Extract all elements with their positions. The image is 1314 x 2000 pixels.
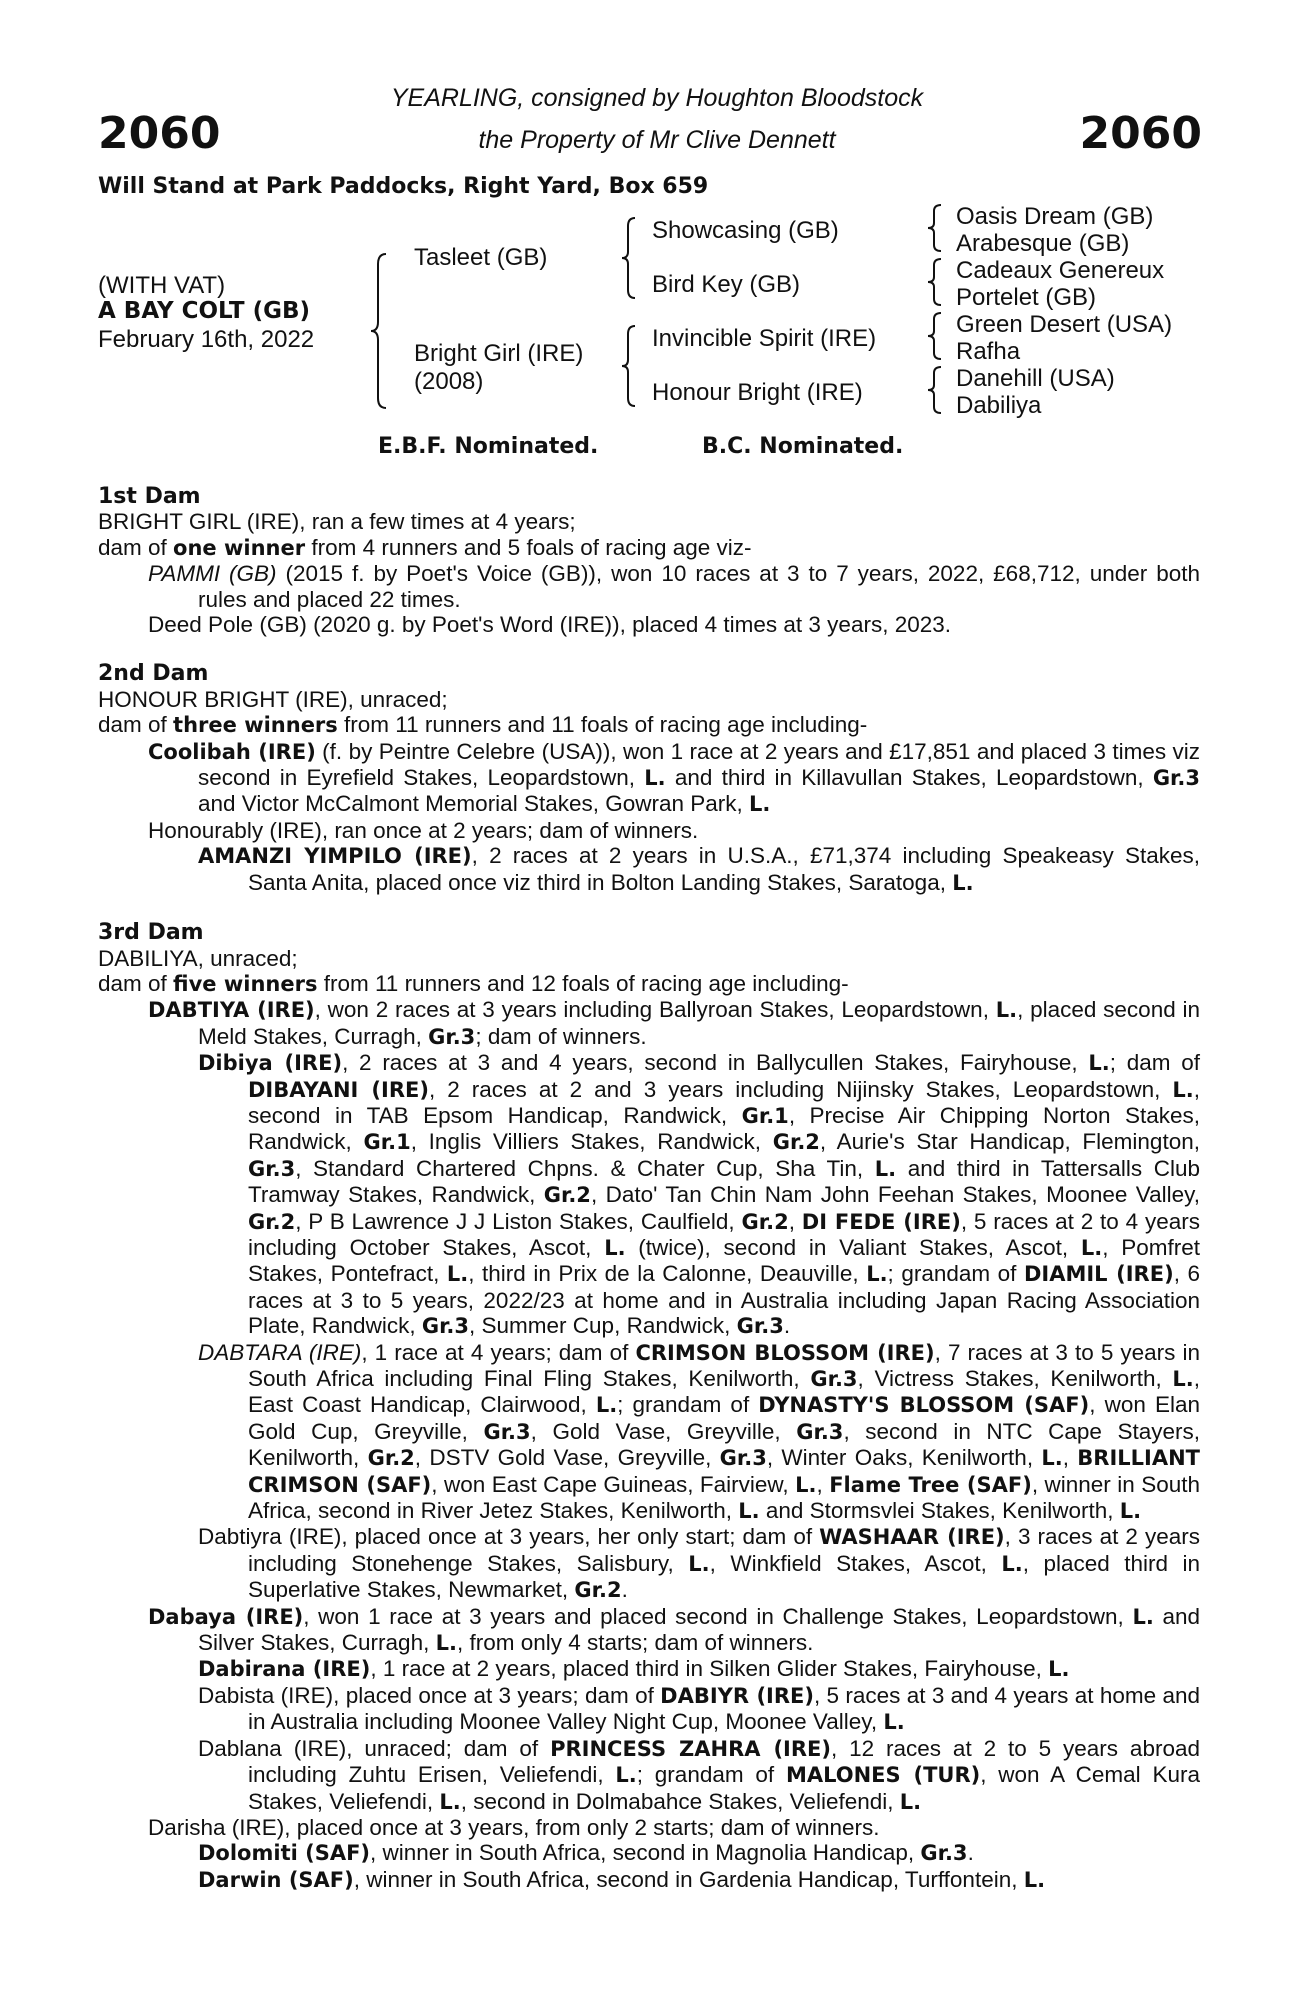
bold-text: DYNASTY'S BLOSSOM (SAF)	[758, 1393, 1090, 1418]
bold-text: L.	[435, 1631, 457, 1656]
bold-text: Dolomiti (SAF)	[198, 1841, 371, 1866]
entry-text: and third in Killavullan Stakes, Leopardstown,	[665, 765, 1153, 791]
entry-text: (2015 f. by Poet's Voice (GB)), won 10 races at 3 to 7 years, 2022, £68,712, under both rules and placed 22 times.	[198, 561, 1200, 612]
entry-text: , 2 races at 2 and 3 years including Nijinsky Stakes, Leopardstown,	[428, 1076, 1173, 1102]
ancestor-5: Green Desert (USA)	[956, 311, 1173, 338]
entry-text: dam of	[98, 712, 174, 738]
entry-text: and third in Tattersalls Club Tramway Stakes, Randwick,	[248, 1155, 1201, 1208]
entry-text: , 5 races at 2 to 4 years including October Stakes, Ascot,	[248, 1208, 1201, 1260]
entry-text: ; grandam of	[617, 1392, 759, 1418]
bold-text: Gr.3	[248, 1156, 296, 1181]
bold-text: Gr.2	[574, 1578, 622, 1603]
dam-sire: Invincible Spirit (IRE)	[652, 325, 877, 352]
bold-text: AMANZI YIMPILO (IRE)	[198, 844, 472, 869]
ancestor-6: Rafha	[956, 338, 1021, 365]
entry-text: , Inglis Villiers Stakes, Randwick,	[410, 1129, 773, 1155]
bold-text: Coolibah (IRE)	[148, 739, 316, 764]
entry-text: , Precise Air Chipping Norton Stakes, Randwick,	[248, 1102, 1200, 1155]
bold-text: Gr.1	[741, 1103, 789, 1128]
dam-section	[98, 661, 1200, 896]
entry-text: and Victor McCalmont Memorial Stakes, Gowran Park,	[198, 791, 750, 817]
bold-text: Dibiya (IRE)	[198, 1051, 343, 1076]
main-brace-icon	[368, 252, 390, 410]
entry-text: , 3 races at 2 years including Stonehenge Stakes, Salisbury,	[248, 1524, 1201, 1576]
entry-text: ; grandam of	[887, 1261, 1024, 1287]
sire-brace-icon	[620, 216, 638, 300]
bold-text: Dabirana (IRE)	[198, 1657, 371, 1682]
dam-year: (2008)	[414, 368, 484, 395]
section-heading: 1st Dam	[98, 484, 201, 509]
entry-text: , P B Lawrence J J Liston Stakes, Caulfield,	[295, 1208, 742, 1234]
bold-text: Gr.3	[428, 1024, 476, 1049]
pedigree-entry	[98, 1656, 1200, 1682]
bold-text: L.	[749, 792, 771, 817]
grandsire-brace-icon-4	[926, 365, 944, 415]
entry-text: , placed second in Meld Stakes, Curragh,	[198, 997, 1201, 1049]
bold-text: DIAMIL (IRE)	[1023, 1262, 1174, 1287]
section-heading: 3rd Dam	[98, 920, 204, 946]
entry-text: (f. by Peintre Celebre (USA)), won 1 race at 2 years and £17,851 and placed 3 times viz second in Eyrefield Stakes, Leopardstown,	[198, 738, 1200, 791]
bold-text: Gr.3	[719, 1446, 767, 1471]
sire-name: Tasleet (GB)	[414, 244, 548, 271]
bold-text: L.	[615, 1763, 637, 1788]
entry-text: BRIGHT GIRL (IRE), ran a few times at 4 years;	[98, 509, 576, 535]
entry-text: ,	[816, 1471, 830, 1497]
bold-text: L.	[1023, 1867, 1046, 1892]
sire-sire: Showcasing (GB)	[652, 217, 839, 244]
bold-text: DI FEDE (IRE)	[801, 1209, 961, 1234]
ancestor-1: Oasis Dream (GB)	[956, 203, 1154, 230]
entry-text: , 2 races at 3 and 4 years, second in Ballycullen Stakes, Fairyhouse,	[342, 1050, 1089, 1076]
entry-text: ,	[788, 1208, 802, 1234]
bold-text: Gr.3	[920, 1841, 968, 1866]
bold-text: L.	[446, 1262, 469, 1287]
pedigree-entry	[98, 1050, 1200, 1339]
entry-text: , winner in South Africa, second in Gardenia Handicap, Turffontein,	[353, 1866, 1024, 1892]
pedigree-entry	[98, 1604, 1200, 1657]
pedigree-entry	[98, 946, 1200, 971]
pedigree-entry	[98, 1683, 1200, 1736]
ancestor-7: Danehill (USA)	[956, 365, 1115, 392]
pedigree-entry	[98, 1815, 1200, 1840]
bold-text: Gr.2	[248, 1209, 296, 1234]
entry-text: , won A Cemal Kura Stakes, Veliefendi,	[248, 1762, 1201, 1814]
grandsire-brace-icon-2	[926, 257, 944, 307]
ancestor-8: Dabiliya	[956, 392, 1042, 419]
pedigree-entry	[98, 1340, 1200, 1525]
entry-text: , Victress Stakes, Kenilworth,	[857, 1366, 1173, 1391]
entry-text: , 2 races at 2 years in U.S.A., £71,374 including Speakeasy Stakes, Santa Anita, placed once viz third in Bolton Landing Stakes, Saratoga,	[248, 843, 1200, 895]
bold-text: Gr.3	[736, 1314, 784, 1339]
entry-text: Dabista (IRE), placed once at 3 years; dam of	[198, 1682, 661, 1708]
horse-name: A BAY COLT (GB)	[98, 298, 311, 324]
entry-text: Darisha (IRE), placed once at 3 years, from only 2 starts; dam of winners.	[148, 1814, 880, 1840]
bold-text: BRILLIANT CRIMSON (SAF)	[248, 1446, 1200, 1497]
entry-text: from 11 runners and 11 foals of racing age including-	[337, 712, 868, 738]
bold-text: L.	[1172, 1367, 1194, 1391]
bc-nomination: B.C. Nominated.	[702, 434, 904, 459]
entry-text: PAMMI (GB)	[148, 561, 277, 587]
bold-text: Gr.3	[796, 1419, 844, 1444]
lot-number-left: 2060	[98, 108, 221, 159]
entry-text: , won East Cape Guineas, Fairview,	[431, 1471, 796, 1497]
pedigree-entry	[98, 997, 1200, 1050]
entry-text: , Winkfield Stakes, Ascot,	[709, 1550, 1002, 1576]
bold-text: Gr.1	[363, 1130, 411, 1155]
pedigree-entry	[98, 612, 1200, 637]
entry-text: , second in NTC Cape Stayers, Kenilworth,	[248, 1418, 1201, 1471]
entry-text: , 12 races at 2 to 5 years abroad including Zuhtu Erisen, Veliefendi,	[248, 1735, 1200, 1788]
entry-text: (twice), second in Valiant Stakes, Ascot,	[625, 1234, 1081, 1260]
bold-text: L.	[1080, 1235, 1103, 1260]
entry-text: .	[967, 1840, 974, 1866]
pedigree-entry	[98, 1736, 1200, 1815]
bold-text: Gr.3	[421, 1314, 470, 1339]
bold-text: DIBAYANI (IRE)	[248, 1077, 429, 1102]
bold-text: Gr.2	[741, 1209, 789, 1234]
bold-text: DABIYR (IRE)	[660, 1683, 814, 1708]
entry-text: Deed Pole (GB) (2020 g. by Poet's Word (IRE)), placed 4 times at 3 years, 2023.	[148, 612, 952, 638]
entry-text: ,	[1062, 1445, 1078, 1471]
entry-text: , third in Prix de la Calonne, Deauville,	[468, 1261, 867, 1287]
bold-text: Gr.2	[772, 1130, 820, 1155]
pedigree-entry	[98, 818, 1200, 843]
pedigree-entry	[98, 1867, 1200, 1893]
ebf-nomination: E.B.F. Nominated.	[378, 434, 599, 459]
bold-text: MALONES (TUR)	[785, 1763, 981, 1788]
bold-text: L.	[595, 1393, 618, 1418]
entry-text: dam of	[98, 970, 174, 996]
entry-text: DABILIYA, unraced;	[98, 945, 298, 971]
bold-text: L.	[738, 1499, 760, 1524]
entry-text: Dablana (IRE), unraced; dam of	[198, 1735, 551, 1761]
bold-text: Gr.2	[543, 1183, 591, 1208]
pedigree-entry	[98, 509, 1200, 534]
bold-text: Gr.3	[1152, 766, 1201, 791]
dam-name: Bright Girl (IRE)	[414, 340, 584, 367]
entry-text: ; grandam of	[636, 1762, 786, 1788]
lot-number-right: 2060	[1079, 108, 1202, 159]
entry-text: , winner in South Africa, second in River Jetez Stakes, Kenilworth,	[248, 1471, 1200, 1524]
entry-text: and Silver Stakes, Curragh,	[198, 1603, 1200, 1656]
entry-text: , 1 race at 4 years; dam of	[361, 1339, 636, 1365]
foaling-date: February 16th, 2022	[98, 326, 315, 353]
bold-text: CRIMSON BLOSSOM (IRE)	[635, 1340, 935, 1365]
bold-text: L.	[1172, 1077, 1194, 1102]
bold-text: Darwin (SAF)	[198, 1867, 354, 1892]
entry-text: ; dam of	[1109, 1050, 1200, 1076]
pedigree-entry	[98, 687, 1200, 712]
bold-text: L.	[952, 870, 974, 895]
entry-text: , Dato' Tan Chin Nam John Feehan Stakes, Moonee Valley,	[590, 1182, 1200, 1208]
entry-text: , won Elan Gold Cup, Greyville,	[248, 1392, 1200, 1444]
bold-text: L.	[1041, 1446, 1063, 1471]
pedigree-entry	[98, 739, 1200, 818]
entry-text: , Gold Vase, Greyville,	[530, 1418, 797, 1444]
bold-text: WASHAAR (IRE)	[819, 1525, 1005, 1550]
dam-section	[98, 484, 1200, 637]
bold-text: Flame Tree (SAF)	[829, 1472, 1032, 1497]
bold-text: one winner	[173, 535, 306, 560]
entry-text: , second in Dolmabahce Stakes, Veliefendi,	[460, 1788, 900, 1814]
bold-text: three winners	[173, 713, 338, 738]
bold-text: L.	[883, 1710, 905, 1735]
entry-text: dam of	[98, 534, 174, 560]
bold-text: L.	[439, 1789, 461, 1814]
entry-text: , East Coast Handicap, Clairwood,	[248, 1366, 1200, 1418]
dam-brace-icon	[620, 324, 638, 408]
pedigree-entry	[98, 843, 1200, 896]
bold-text: five winners	[173, 971, 318, 996]
bold-text: DABTIYA (IRE)	[148, 998, 315, 1023]
entry-text: , 5 races at 3 and 4 years at home and in Australia including Moonee Valley Night Cup, Moonee Valley,	[248, 1682, 1200, 1735]
bold-text: L.	[644, 766, 666, 791]
bold-text: Gr.3	[483, 1419, 531, 1444]
grandsire-brace-icon-1	[926, 203, 944, 253]
section-heading: 2nd Dam	[98, 661, 209, 687]
pedigree-entry	[98, 1524, 1200, 1603]
pedigree-entry	[98, 1840, 1200, 1866]
entry-text: , 6 races at 3 to 5 years, 2022/23 at home and in Australia including Japan Racing Association Plate, Randwick,	[248, 1261, 1200, 1339]
consignor-line: YEARLING, consigned by Houghton Bloodstock	[390, 84, 924, 112]
bold-text: L.	[1001, 1551, 1023, 1576]
entry-text: from 11 runners and 12 foals of racing age including-	[317, 970, 849, 996]
entry-text: from 4 runners and 5 foals of racing age viz-	[305, 534, 752, 560]
sire-dam: Bird Key (GB)	[652, 271, 801, 298]
dam-section	[98, 920, 1200, 1893]
entry-text: , Summer Cup, Randwick,	[469, 1313, 737, 1339]
entry-text: , 1 race at 2 years, placed third in Silken Glider Stakes, Fairyhouse,	[370, 1656, 1049, 1682]
bold-text: L.	[866, 1262, 888, 1287]
entry-text: .	[783, 1313, 791, 1339]
entry-text: , placed third in Superlative Stakes, Newmarket,	[248, 1550, 1201, 1603]
entry-text: , Standard Chartered Chpns. & Chater Cup, Sha Tin,	[295, 1155, 875, 1181]
entry-text: , DSTV Gold Vase, Greyville,	[414, 1445, 720, 1471]
entry-text: , won 1 race at 3 years and placed second in Challenge Stakes, Leopardstown,	[303, 1603, 1133, 1629]
stand-location: Will Stand at Park Paddocks, Right Yard, Box 659	[98, 174, 709, 199]
ancestor-2: Arabesque (GB)	[956, 230, 1130, 257]
pedigree-entry	[98, 712, 1200, 738]
ancestor-4: Portelet (GB)	[956, 284, 1097, 311]
bold-text: L.	[1048, 1657, 1070, 1682]
bold-text: Gr.2	[367, 1446, 415, 1471]
grandsire-brace-icon-3	[926, 311, 944, 361]
bold-text: L.	[1088, 1051, 1110, 1076]
dam-dam: Honour Bright (IRE)	[652, 379, 863, 406]
pedigree-entry	[98, 971, 1200, 997]
entry-text: , Winter Oaks, Kenilworth,	[766, 1445, 1042, 1471]
bold-text: L.	[688, 1551, 710, 1576]
entry-text: , Aurie's Star Handicap, Flemington,	[819, 1129, 1200, 1155]
property-line: the Property of Mr Clive Dennett	[478, 126, 836, 154]
entry-text: HONOUR BRIGHT (IRE), unraced;	[98, 686, 448, 712]
bold-text: L.	[1119, 1499, 1142, 1524]
entry-text: and Stormsvlei Stakes, Kenilworth,	[759, 1498, 1120, 1524]
bold-text: PRINCESS ZAHRA (IRE)	[550, 1736, 831, 1761]
family-notes	[98, 484, 1200, 1893]
pedigree-entry	[98, 561, 1200, 612]
bold-text: Gr.3	[810, 1367, 858, 1391]
ancestor-3: Cadeaux Genereux	[956, 257, 1165, 284]
entry-text: Honourably (IRE), ran once at 2 years; dam of winners.	[148, 817, 699, 843]
entry-text: , won 2 races at 3 years including Ballyroan Stakes, Leopardstown,	[314, 997, 996, 1023]
entry-text: Dabtiyra (IRE), placed once at 3 years, her only start; dam of	[198, 1524, 820, 1550]
bold-text: L.	[795, 1472, 817, 1497]
bold-text: L.	[604, 1235, 626, 1260]
entry-text: , 7 races at 3 to 5 years in South Africa including Final Fling Stakes, Kenilworth,	[248, 1339, 1200, 1391]
bold-text: L.	[899, 1789, 922, 1814]
vat-note: (WITH VAT)	[98, 272, 226, 299]
bold-text: Dabaya (IRE)	[148, 1604, 304, 1629]
bold-text: L.	[995, 998, 1018, 1023]
entry-text: .	[621, 1577, 628, 1603]
entry-text: , from only 4 starts; dam of winners.	[456, 1630, 814, 1656]
pedigree-entry	[98, 535, 1200, 561]
entry-text: ; dam of winners.	[475, 1023, 647, 1049]
bold-text: L.	[874, 1156, 897, 1181]
bold-text: L.	[1132, 1604, 1154, 1629]
entry-text: , Pomfret Stakes, Pontefract,	[248, 1234, 1200, 1287]
entry-text: , winner in South Africa, second in Magnolia Handicap,	[370, 1840, 921, 1866]
entry-text: , second in TAB Epsom Handicap, Randwick,	[248, 1076, 1200, 1128]
entry-text: DABTARA (IRE)	[198, 1339, 362, 1365]
